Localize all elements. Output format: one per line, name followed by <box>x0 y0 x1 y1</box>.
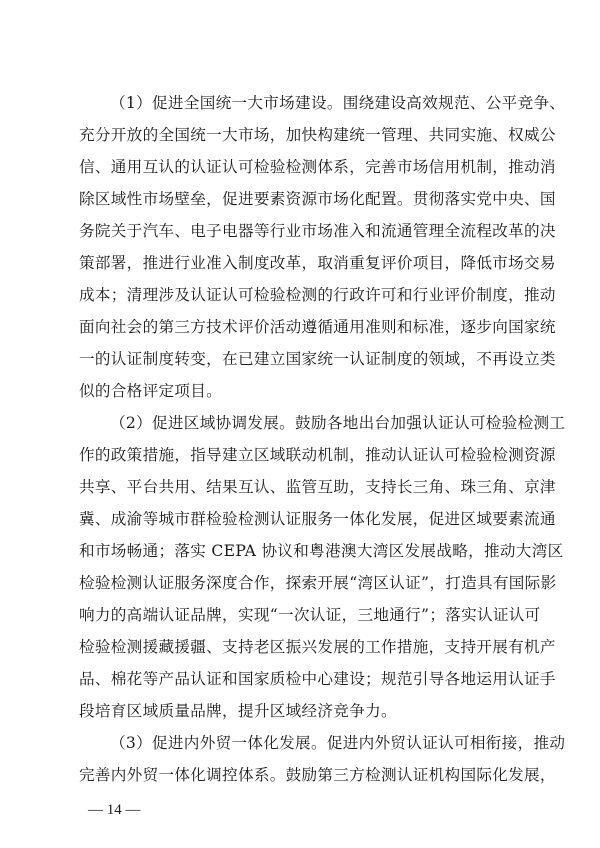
paragraph-1-line-3: 信、通用互认的认证认可检验检测体系，完善市场信用机制，推动消 <box>79 158 556 176</box>
paragraph-2-line-3: 共享、平台共用、结果互认、监管互助，支持长三角、珠三角、京津 <box>79 478 556 496</box>
paragraph-2-line-10: 段培育区域质量品牌，提升区域经济竞争力。 <box>79 702 397 720</box>
paragraph-3-line-2: 完善内外贸一体化调控体系。鼓励第三方检测认证机构国际化发展， <box>79 766 556 784</box>
paragraph-2-line-6: 检验检测认证服务深度合作，探索开展“湾区认证”，打造具有国际影 <box>79 574 557 592</box>
paragraph-1-line-2: 充分开放的全国统一大市场，加快构建统一管理、共同实施、权威公 <box>79 126 556 144</box>
paragraph-1-line-8: 面向社会的第三方技术评价活动遵循通用准则和标准，逐步向国家统 <box>79 318 556 336</box>
paragraph-2-line-1: （2）促进区域协调发展。鼓励各地出台加强认证认可检验检测工 <box>110 414 566 432</box>
paragraph-2-line-7: 响力的高端认证品牌，实现“一次认证，三地通行”；落实认证认可 <box>79 606 541 624</box>
paragraph-3-line-1: （3）促进内外贸一体化发展。促进内外贸认证认可相衔接，推动 <box>110 734 566 752</box>
paragraph-1-line-10: 似的合格评定项目。 <box>79 382 223 400</box>
paragraph-1-line-4: 除区域性市场壁垒，促进要素资源市场化配置。贯彻落实党中央、国 <box>79 190 556 208</box>
paragraph-1-line-1: （1）促进全国统一大市场建设。围绕建设高效规范、公平竞争、 <box>110 94 566 112</box>
paragraph-1-line-5: 务院关于汽车、电子电器等行业市场准入和流通管理全流程改革的决 <box>79 222 556 240</box>
page-number: — 14 — <box>88 802 141 818</box>
paragraph-2-line-5: 和市场畅通；落实 CEPA 协议和粤港澳大湾区发展战略，推动大湾区 <box>79 542 564 560</box>
paragraph-2-line-4: 冀、成渝等城市群检验检测认证服务一体化发展，促进区域要素流通 <box>79 510 556 528</box>
paragraph-1-line-6: 策部署，推进行业准入制度改革，取消重复评价项目，降低市场交易 <box>79 254 556 272</box>
paragraph-2-line-2: 作的政策措施，指导建立区域联动机制，推动认证认可检验检测资源 <box>79 446 556 464</box>
paragraph-2-line-9: 品、棉花等产品认证和国家质检中心建设；规范引导各地运用认证手 <box>79 670 556 688</box>
paragraph-2-line-8: 检验检测援藏援疆、支持老区振兴发展的工作措施，支持开展有机产 <box>79 638 556 656</box>
paragraph-1-line-7: 成本；清理涉及认证认可检验检测的行政许可和行业评价制度，推动 <box>79 286 556 304</box>
paragraph-1-line-9: 一的认证制度转变，在已建立国家统一认证制度的领域，不再设立类 <box>79 350 556 368</box>
